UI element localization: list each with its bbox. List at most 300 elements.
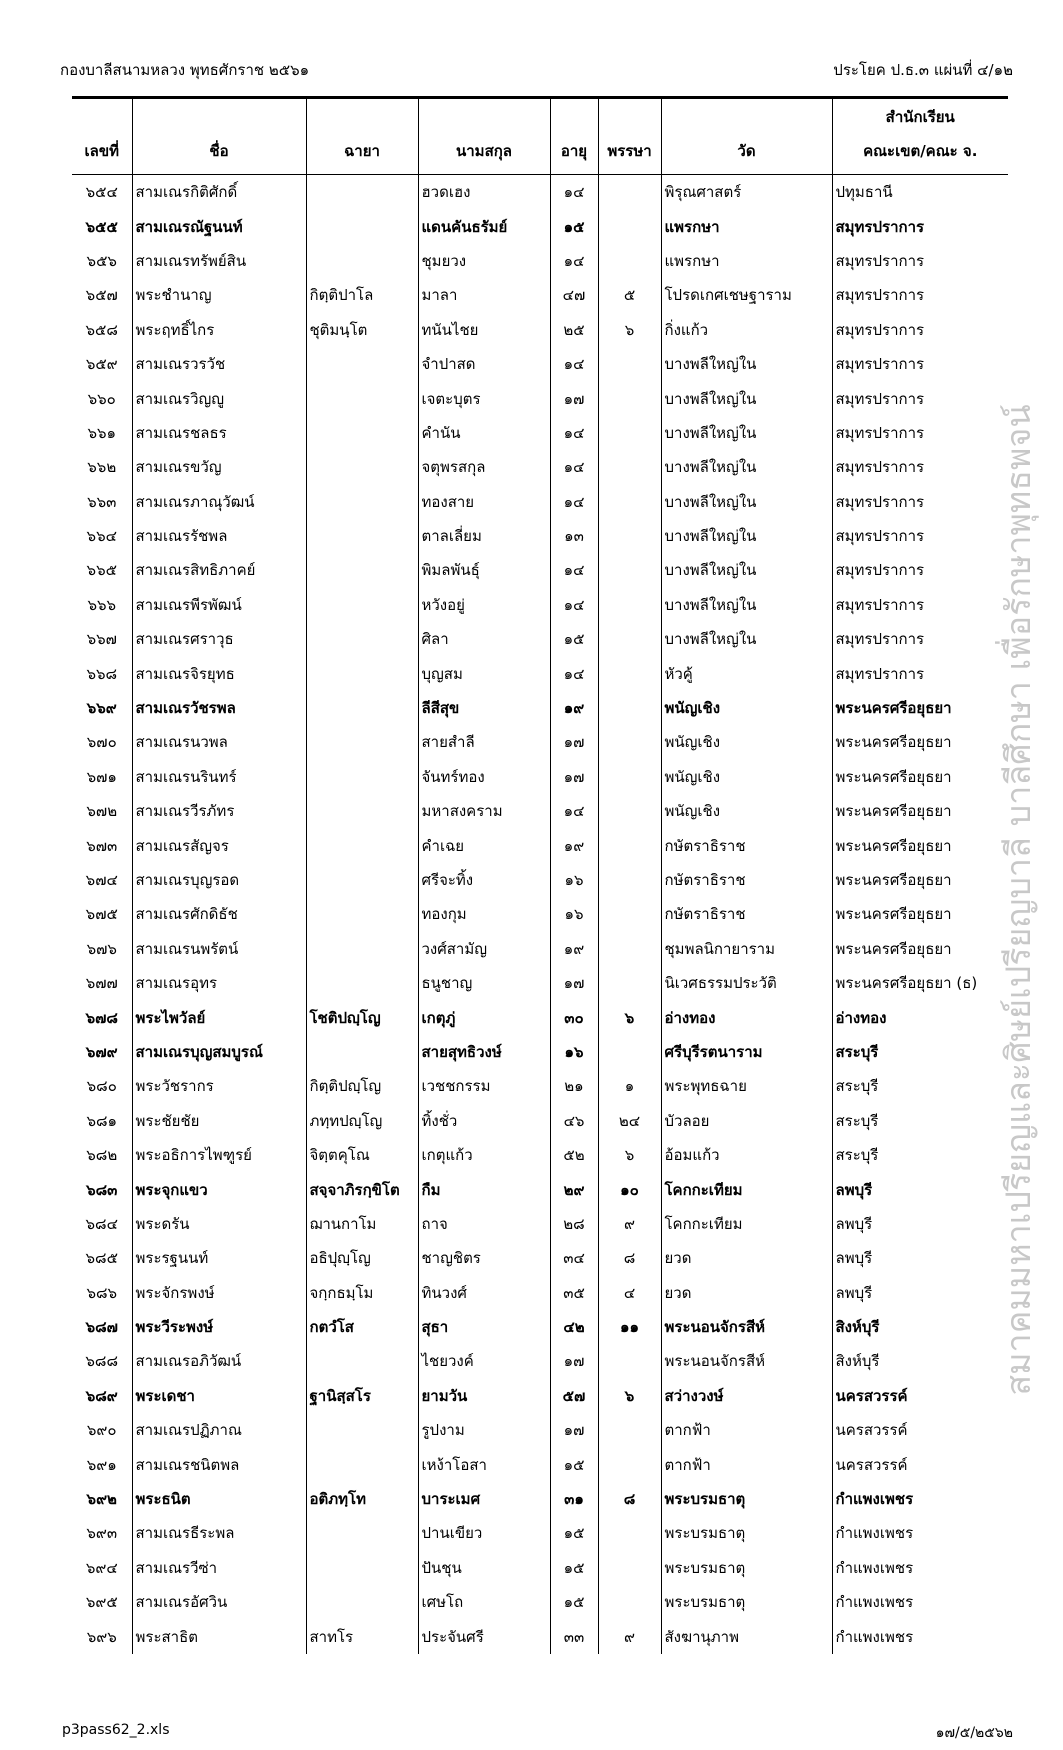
cell-name: สามเณรอภิวัฒน์ <box>132 1344 306 1378</box>
cell-no: ๖๖๑ <box>87 423 117 442</box>
table-row <box>72 1379 1008 1413</box>
cell-surname: ปานเขียว <box>418 1516 550 1550</box>
cell-region: สระบุรี <box>832 1104 1008 1138</box>
cell-age: ๑๕ <box>550 622 598 656</box>
cell-name: สามเณรทรัพย์สิน <box>132 244 306 278</box>
cell-pansa: ๘ <box>598 1482 661 1516</box>
cell-region: สระบุรี <box>832 1069 1008 1103</box>
document-footer-right: ๑๗/๕/๒๕๖๒ <box>935 1725 1013 1741</box>
cell-no: ๖๙๔ <box>85 1558 118 1577</box>
cell-chaya: อติภทฺโท <box>306 1482 418 1516</box>
cell-name: พระดรัน <box>132 1207 306 1241</box>
cell-region: สมุทรปราการ <box>832 656 1008 690</box>
cell-name: พระจักรพงษ์ <box>132 1276 306 1310</box>
cell-age: ๑๔ <box>550 485 598 519</box>
cell-chaya <box>306 828 418 862</box>
cell-pansa <box>598 175 661 210</box>
cell-wat: อ้อมแก้ว <box>661 1138 832 1172</box>
cell-chaya <box>306 209 418 243</box>
cell-name: สามเณรธีระพล <box>132 1516 306 1550</box>
cell-age: ๑๗ <box>550 1413 598 1447</box>
table-row <box>72 209 1008 243</box>
cell-region: สระบุรี <box>832 1035 1008 1069</box>
column-header-school-line2: คณะเขต/คณะ จ. <box>863 142 978 160</box>
cell-chaya <box>306 175 418 210</box>
table-row <box>72 553 1008 587</box>
cell-wat: พนัญเชิง <box>661 691 832 725</box>
cell-surname: เกตุแก้ว <box>418 1138 550 1172</box>
cell-region: สมุทรปราการ <box>832 622 1008 656</box>
table-row <box>72 863 1008 897</box>
cell-surname: ยามวัน <box>418 1379 550 1413</box>
cell-region: สมุทรปราการ <box>832 416 1008 450</box>
cell-age: ๑๔ <box>550 794 598 828</box>
cell-region: กำแพงเพชร <box>832 1585 1008 1619</box>
cell-pansa <box>598 794 661 828</box>
table-row <box>72 1138 1008 1172</box>
cell-age: ๑๙ <box>550 932 598 966</box>
cell-surname: พิมลพันธุ์ <box>418 553 550 587</box>
cell-pansa <box>598 622 661 656</box>
table-row <box>72 1310 1008 1344</box>
cell-region: พระนครศรีอยุธยา <box>832 691 1008 725</box>
cell-chaya <box>306 656 418 690</box>
cell-no: ๖๙๕ <box>85 1593 118 1612</box>
cell-chaya <box>306 691 418 725</box>
cell-wat: พระบรมธาตุ <box>661 1585 832 1619</box>
cell-pansa <box>598 656 661 690</box>
cell-wat: พระบรมธาตุ <box>661 1551 832 1585</box>
cell-name: สามเณรพีรพัฒน์ <box>132 588 306 622</box>
cell-pansa: ๖ <box>598 313 661 347</box>
cell-no: ๖๗๓ <box>86 836 118 855</box>
cell-pansa <box>598 1551 661 1585</box>
cell-wat: บางพลีใหญ่ใน <box>661 622 832 656</box>
table-row <box>72 897 1008 931</box>
cell-age: ๑๖ <box>550 1035 598 1069</box>
cell-age: ๕๒ <box>550 1138 598 1172</box>
cell-region: สมุทรปราการ <box>832 485 1008 519</box>
cell-name: สามเณรนรินทร์ <box>132 760 306 794</box>
cell-chaya: ภทฺทปญฺโญ <box>306 1104 418 1138</box>
cell-no: ๖๖๔ <box>86 527 117 546</box>
cell-wat: พระบรมธาตุ <box>661 1516 832 1550</box>
cell-name: สามเณรศราวุธ <box>132 622 306 656</box>
column-header-name: ชื่อ <box>132 98 306 175</box>
table-row <box>72 278 1008 312</box>
cell-chaya <box>306 1344 418 1378</box>
cell-pansa <box>598 416 661 450</box>
cell-chaya <box>306 553 418 587</box>
cell-region: สิงห์บุรี <box>832 1310 1008 1344</box>
table-row <box>72 1551 1008 1585</box>
table-row <box>72 1000 1008 1034</box>
cell-wat: แพรกษา <box>661 209 832 243</box>
cell-chaya <box>306 1035 418 1069</box>
table-row <box>72 313 1008 347</box>
cell-age: ๑๔ <box>550 588 598 622</box>
cell-chaya <box>306 1516 418 1550</box>
cell-no: ๖๗๑ <box>86 767 117 786</box>
cell-region: ลพบุรี <box>832 1276 1008 1310</box>
cell-no: ๖๕๙ <box>85 355 118 374</box>
cell-chaya: ฌานกาโม <box>306 1207 418 1241</box>
cell-no: ๖๘๑ <box>86 1111 118 1130</box>
cell-name: สามเณรขวัญ <box>132 450 306 484</box>
table-row <box>72 519 1008 553</box>
cell-surname: ทองกุม <box>418 897 550 931</box>
cell-surname: มหาสงคราม <box>418 794 550 828</box>
cell-no: ๖๙๑ <box>86 1455 117 1474</box>
cell-pansa <box>598 588 661 622</box>
cell-chaya <box>306 1447 418 1481</box>
cell-pansa <box>598 553 661 587</box>
cell-age: ๓๔ <box>550 1241 598 1275</box>
cell-pansa <box>598 1413 661 1447</box>
cell-pansa <box>598 725 661 759</box>
cell-no: ๖๖๒ <box>87 458 117 477</box>
cell-no: ๖๗๖ <box>86 939 117 958</box>
table-row <box>72 622 1008 656</box>
cell-region: สมุทรปราการ <box>832 278 1008 312</box>
cell-surname: ทองสาย <box>418 485 550 519</box>
cell-region: สมุทรปราการ <box>832 553 1008 587</box>
cell-age: ๒๘ <box>550 1207 598 1241</box>
cell-region: พระนครศรีอยุธยา (ธ) <box>832 966 1008 1000</box>
cell-pansa <box>598 1585 661 1619</box>
cell-region: พระนครศรีอยุธยา <box>832 828 1008 862</box>
table-row <box>72 966 1008 1000</box>
table-row <box>72 1516 1008 1550</box>
cell-region: พระนครศรีอยุธยา <box>832 725 1008 759</box>
cell-name: สามเณรวีซ่า <box>132 1551 306 1585</box>
cell-no: ๖๘๙ <box>85 1386 118 1405</box>
cell-name: พระวัชรากร <box>132 1069 306 1103</box>
cell-age: ๒๑ <box>550 1069 598 1103</box>
cell-name: พระรฐนนท์ <box>132 1241 306 1275</box>
cell-wat: พระนอนจักรสีห์ <box>661 1310 832 1344</box>
table-row <box>72 1344 1008 1378</box>
table-row <box>72 1619 1008 1653</box>
cell-no: ๖๘๓ <box>86 1180 118 1199</box>
cell-name: สามเณรชลธร <box>132 416 306 450</box>
cell-age: ๑๗ <box>550 725 598 759</box>
cell-pansa <box>598 209 661 243</box>
cell-name: สามเณรบุญรอด <box>132 863 306 897</box>
cell-wat: ตากฟ้า <box>661 1413 832 1447</box>
cell-pansa <box>598 485 661 519</box>
cell-wat: พระบรมธาตุ <box>661 1482 832 1516</box>
cell-no: ๖๙๖ <box>86 1627 117 1646</box>
cell-no: ๖๙๓ <box>86 1524 118 1543</box>
table-row <box>72 347 1008 381</box>
cell-chaya <box>306 588 418 622</box>
cell-pansa <box>598 897 661 931</box>
cell-chaya: สจฺจาภิรกฺขิโต <box>306 1172 418 1206</box>
cell-wat: กษัตราธิราช <box>661 828 832 862</box>
cell-no: ๖๕๕ <box>85 217 118 236</box>
cell-pansa <box>598 244 661 278</box>
table-header-row <box>72 98 1008 175</box>
cell-wat: บางพลีใหญ่ใน <box>661 485 832 519</box>
document-header-right: ประโยค ป.ธ.๓ แผ่นที่ ๔/๑๒ <box>833 61 1013 79</box>
cell-chaya: กตวํโส <box>306 1310 418 1344</box>
cell-pansa <box>598 932 661 966</box>
cell-pansa <box>598 691 661 725</box>
cell-name: สามเณรชนิตพล <box>132 1447 306 1481</box>
cell-age: ๑๔ <box>550 244 598 278</box>
cell-no: ๖๗๐ <box>86 733 117 752</box>
cell-surname: เศษโถ <box>418 1585 550 1619</box>
cell-age: ๓๐ <box>550 1000 598 1034</box>
cell-wat: บางพลีใหญ่ใน <box>661 381 832 415</box>
cell-region: ลพบุรี <box>832 1241 1008 1275</box>
cell-surname: คำเฉย <box>418 828 550 862</box>
cell-age: ๒๙ <box>550 1172 598 1206</box>
cell-wat: สว่างวงษ์ <box>661 1379 832 1413</box>
cell-chaya: สาทโร <box>306 1619 418 1653</box>
cell-pansa <box>598 1035 661 1069</box>
cell-age: ๑๗ <box>550 966 598 1000</box>
cell-name: สามเณรวีรภัทร <box>132 794 306 828</box>
cell-pansa <box>598 347 661 381</box>
cell-surname: เจตะบุตร <box>418 381 550 415</box>
cell-region: กำแพงเพชร <box>832 1516 1008 1550</box>
cell-name: พระฤทธิ์ไกร <box>132 313 306 347</box>
cell-surname: ฮวดเฮง <box>418 175 550 210</box>
table-row <box>72 1585 1008 1619</box>
cell-wat: นิเวศธรรมประวัติ <box>661 966 832 1000</box>
cell-chaya: กิตฺติปญฺโญ <box>306 1069 418 1103</box>
cell-age: ๑๓ <box>550 519 598 553</box>
cell-region: นครสวรรค์ <box>832 1379 1008 1413</box>
cell-surname: บุญสม <box>418 656 550 690</box>
cell-wat: พิรุณศาสตร์ <box>661 175 832 210</box>
cell-chaya <box>306 760 418 794</box>
cell-surname: มาลา <box>418 278 550 312</box>
cell-age: ๑๕ <box>550 209 598 243</box>
cell-no: ๖๙๐ <box>86 1421 117 1440</box>
cell-no: ๖๖๗ <box>86 630 117 649</box>
cell-region: พระนครศรีอยุธยา <box>832 794 1008 828</box>
cell-age: ๑๙ <box>550 691 598 725</box>
cell-age: ๓๑ <box>550 1482 598 1516</box>
cell-pansa: ๘ <box>598 1241 661 1275</box>
cell-surname: จตุพรสกุล <box>418 450 550 484</box>
cell-name: พระธนิต <box>132 1482 306 1516</box>
cell-age: ๔๗ <box>550 278 598 312</box>
cell-wat: แพรกษา <box>661 244 832 278</box>
cell-wat: พระพุทธฉาย <box>661 1069 832 1103</box>
cell-name: พระชำนาญ <box>132 278 306 312</box>
cell-surname: คำนัน <box>418 416 550 450</box>
cell-no: ๖๖๙ <box>86 699 117 718</box>
table-row <box>72 794 1008 828</box>
table-row <box>72 1069 1008 1103</box>
cell-wat: โคกกะเทียม <box>661 1207 832 1241</box>
cell-chaya: จกฺกธมฺโม <box>306 1276 418 1310</box>
cell-chaya <box>306 244 418 278</box>
cell-no: ๖๗๒ <box>86 802 118 821</box>
cell-pansa <box>598 450 661 484</box>
cell-wat: บางพลีใหญ่ใน <box>661 416 832 450</box>
table-row <box>72 1241 1008 1275</box>
cell-wat: พนัญเชิง <box>661 725 832 759</box>
cell-name: สามเณรบุญสมบูรณ์ <box>132 1035 306 1069</box>
cell-wat: พระนอนจักรสีห์ <box>661 1344 832 1378</box>
cell-surname: ถาจ <box>418 1207 550 1241</box>
cell-age: ๕๗ <box>550 1379 598 1413</box>
cell-pansa: ๖ <box>598 1138 661 1172</box>
column-header-age: อายุ <box>550 98 598 175</box>
cell-name: สามเณรนวพล <box>132 725 306 759</box>
cell-region: อ่างทอง <box>832 1000 1008 1034</box>
cell-name: สามเณรณัฐนนท์ <box>132 209 306 243</box>
document-header-left: กองบาลีสนามหลวง พุทธศักราช ๒๕๖๑ <box>60 61 310 79</box>
cell-no: ๖๕๘ <box>85 320 118 339</box>
cell-name: สามเณรวิญญู <box>132 381 306 415</box>
cell-surname: ลีสีสุข <box>418 691 550 725</box>
cell-no: ๖๘๖ <box>86 1283 118 1302</box>
cell-region: ลพบุรี <box>832 1172 1008 1206</box>
cell-chaya <box>306 725 418 759</box>
cell-chaya: โชติปญฺโญ <box>306 1000 418 1034</box>
cell-age: ๔๖ <box>550 1104 598 1138</box>
cell-pansa: ๖ <box>598 1000 661 1034</box>
cell-name: สามเณรภาณุวัฒน์ <box>132 485 306 519</box>
cell-name: สามเณรนพรัตน์ <box>132 932 306 966</box>
cell-surname: หวังอยู่ <box>418 588 550 622</box>
cell-surname: เกตุภู่ <box>418 1000 550 1034</box>
cell-wat: บางพลีใหญ่ใน <box>661 519 832 553</box>
cell-pansa: ๔ <box>598 1276 661 1310</box>
cell-pansa: ๑ <box>598 1069 661 1103</box>
table-row <box>72 828 1008 862</box>
cell-surname: ศิลา <box>418 622 550 656</box>
cell-no: ๖๘๗ <box>85 1318 118 1337</box>
cell-wat: ตากฟ้า <box>661 1447 832 1481</box>
cell-wat: ศรีบุรีรตนาราม <box>661 1035 832 1069</box>
cell-no: ๖๗๗ <box>85 974 118 993</box>
cell-chaya <box>306 622 418 656</box>
cell-pansa: ๙ <box>598 1207 661 1241</box>
table-row <box>72 725 1008 759</box>
cell-wat: โปรดเกศเชษฐาราม <box>661 278 832 312</box>
cell-wat: บางพลีใหญ่ใน <box>661 553 832 587</box>
cell-pansa <box>598 1447 661 1481</box>
cell-wat: กิ่งแก้ว <box>661 313 832 347</box>
cell-surname: สายสำลี <box>418 725 550 759</box>
cell-name: พระเดชา <box>132 1379 306 1413</box>
cell-age: ๓๕ <box>550 1276 598 1310</box>
cell-region: นครสวรรค์ <box>832 1447 1008 1481</box>
cell-pansa <box>598 863 661 897</box>
cell-surname: สุธา <box>418 1310 550 1344</box>
cell-region: นครสวรรค์ <box>832 1413 1008 1447</box>
cell-pansa <box>598 381 661 415</box>
cell-age: ๑๗ <box>550 381 598 415</box>
cell-surname: เหง้าโอสา <box>418 1447 550 1481</box>
table-row <box>72 691 1008 725</box>
cell-age: ๑๕ <box>550 1516 598 1550</box>
cell-region: สมุทรปราการ <box>832 209 1008 243</box>
cell-name: พระจุกแขว <box>132 1172 306 1206</box>
table-body <box>72 175 1008 1654</box>
cell-no: ๖๕๗ <box>85 286 118 305</box>
cell-surname: แดนคันธรัมย์ <box>418 209 550 243</box>
cell-pansa: ๙ <box>598 1619 661 1653</box>
table-row <box>72 1276 1008 1310</box>
cell-chaya: ฐานิสฺสโร <box>306 1379 418 1413</box>
cell-name: สามเณรอัศวิน <box>132 1585 306 1619</box>
cell-chaya: อธิปุญฺโญ <box>306 1241 418 1275</box>
cell-no: ๖๗๙ <box>85 1042 118 1061</box>
column-header-surname: นามสกุล <box>418 98 550 175</box>
table-row <box>72 588 1008 622</box>
cell-wat: โคกกะเทียม <box>661 1172 832 1206</box>
table-row <box>72 1413 1008 1447</box>
cell-region: ลพบุรี <box>832 1207 1008 1241</box>
cell-chaya <box>306 794 418 828</box>
cell-chaya <box>306 381 418 415</box>
cell-chaya <box>306 1551 418 1585</box>
cell-wat: บางพลีใหญ่ใน <box>661 588 832 622</box>
cell-chaya <box>306 897 418 931</box>
cell-region: กำแพงเพชร <box>832 1551 1008 1585</box>
cell-age: ๑๖ <box>550 897 598 931</box>
cell-region: สมุทรปราการ <box>832 347 1008 381</box>
cell-chaya <box>306 863 418 897</box>
cell-age: ๑๔ <box>550 656 598 690</box>
cell-surname: ปันชุน <box>418 1551 550 1585</box>
cell-chaya <box>306 1585 418 1619</box>
cell-name: สามเณรสิทธิภาคย์ <box>132 553 306 587</box>
cell-no: ๖๖๘ <box>86 664 118 683</box>
cell-name: พระอธิการไพฑูรย์ <box>132 1138 306 1172</box>
cell-region: พระนครศรีอยุธยา <box>832 760 1008 794</box>
cell-no: ๖๘๔ <box>85 1214 118 1233</box>
cell-surname: ธนูชาญ <box>418 966 550 1000</box>
cell-surname: ตาลเลี่ยม <box>418 519 550 553</box>
cell-name: สามเณรปฏิภาณ <box>132 1413 306 1447</box>
cell-wat: ชุมพลนิกายาราม <box>661 932 832 966</box>
cell-surname: ทินวงศ์ <box>418 1276 550 1310</box>
watermark-text: สมาคมมหาเปรียญและศิษย์เปรียญบาลี บาลีศึกษา เพื่อรักษาพุทธพจน์ <box>999 404 1039 1396</box>
cell-pansa <box>598 1344 661 1378</box>
cell-surname: สายสุทธิวงษ์ <box>418 1035 550 1069</box>
cell-chaya <box>306 932 418 966</box>
cell-pansa <box>598 519 661 553</box>
cell-surname: รูปงาม <box>418 1413 550 1447</box>
cell-region: สมุทรปราการ <box>832 244 1008 278</box>
table-row <box>72 1447 1008 1481</box>
cell-region: สมุทรปราการ <box>832 381 1008 415</box>
cell-age: ๑๖ <box>550 863 598 897</box>
cell-surname: บาระเมศ <box>418 1482 550 1516</box>
cell-age: ๑๗ <box>550 1344 598 1378</box>
cell-name: สามเณรศักดิธัช <box>132 897 306 931</box>
cell-pansa: ๑๐ <box>598 1172 661 1206</box>
cell-wat: กษัตราธิราช <box>661 897 832 931</box>
cell-pansa: ๕ <box>598 278 661 312</box>
results-table <box>72 96 1008 1654</box>
cell-name: สามเณรจิรยุทธ <box>132 656 306 690</box>
cell-age: ๑๙ <box>550 828 598 862</box>
cell-age: ๑๔ <box>550 347 598 381</box>
table-row <box>72 485 1008 519</box>
cell-wat: กษัตราธิราช <box>661 863 832 897</box>
cell-name: พระวีระพงษ์ <box>132 1310 306 1344</box>
